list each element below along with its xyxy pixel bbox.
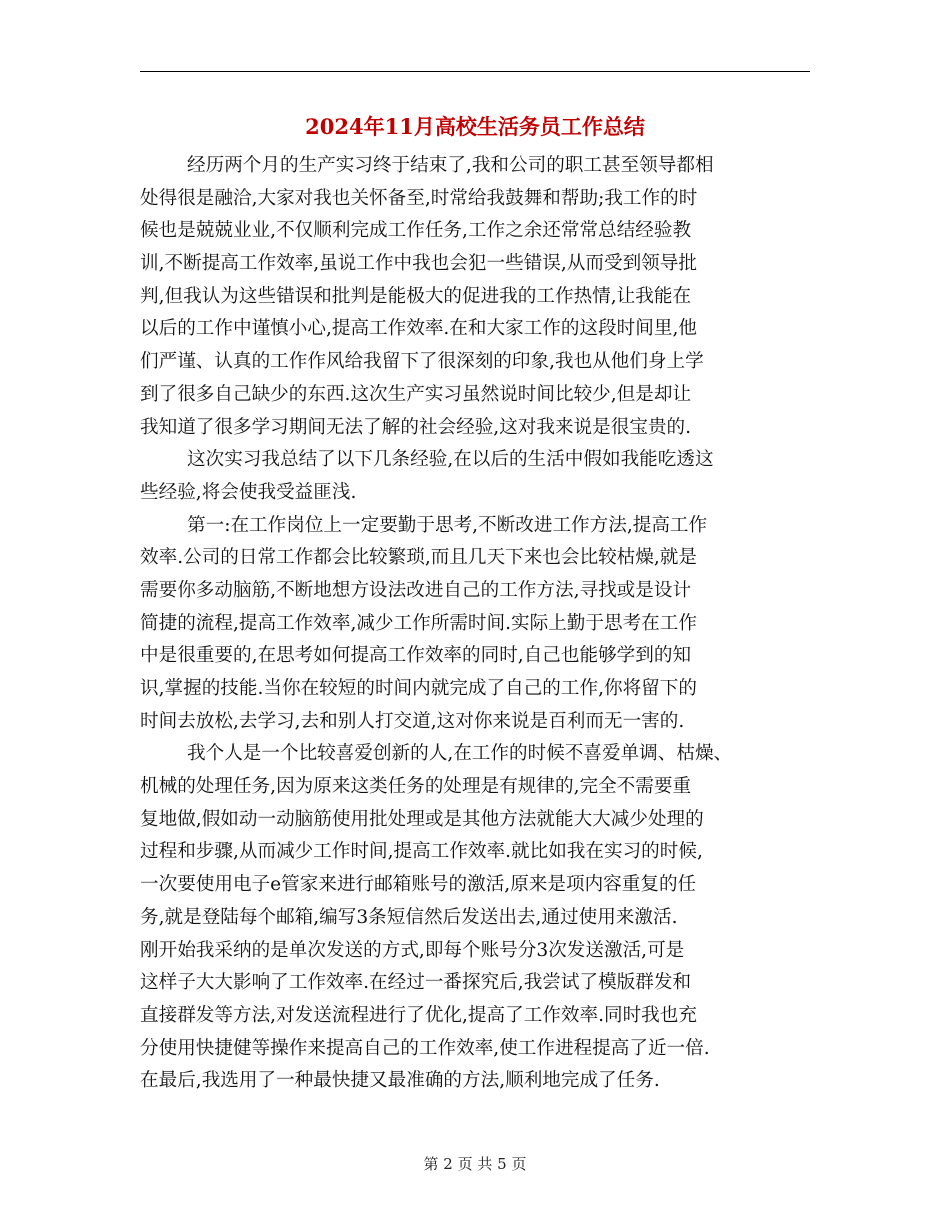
paragraph-line: 这样子大大影响了工作效率.在经过一番探究后,我尝试了模版群发和 xyxy=(140,972,692,994)
paragraph-line: 经历两个月的生产实习终于结束了,我和公司的职工甚至领导都相 xyxy=(187,155,714,176)
paragraph-line: 处得很是融洽,大家对我也关怀备至,时常给我鼓舞和帮助;我工作的时 xyxy=(140,187,698,209)
paragraph-line: 这次实习我总结了以下几条经验,在以后的生活中假如我能吃透这 xyxy=(187,449,714,471)
paragraph-line: 我知道了很多学习期间无法了解的社会经验,这对我来说是很宝贵的. xyxy=(140,416,692,438)
paragraph-line: 一次要使用电子e管家来进行邮箱账号的激活,原来是项内容重复的任 xyxy=(140,874,697,896)
paragraph-line: 简捷的流程,提高工作效率,减少工作所需时间.实际上勤于思考在工作 xyxy=(140,612,697,634)
paragraph-line: 在最后,我选用了一种最快捷又最准确的方法,顺利地完成了任务. xyxy=(140,1070,660,1092)
paragraph-line: 务,就是登陆每个邮箱,编写3条短信然后发送出去,通过使用来激活. xyxy=(140,906,678,928)
paragraph-line: 刚开始我采纳的是单次发送的方式,即每个账号分3次发送激活,可是 xyxy=(140,939,685,961)
paragraph-line: 以后的工作中谨慎小心,提高工作效率.在和大家工作的这段时间里,他 xyxy=(140,318,697,340)
paragraph-line: 第一:在工作岗位上一定要勤于思考,不断改进工作方法,提高工作 xyxy=(187,514,708,536)
paragraph-line: 机械的处理任务,因为原来这类任务的处理是有规律的,完全不需要重 xyxy=(140,776,692,798)
header-rule xyxy=(140,71,810,72)
paragraph-line: 些经验,将会使我受益匪浅. xyxy=(140,481,357,503)
paragraph-line: 到了很多自己缺少的东西.这次生产实习虽然说时间比较少,但是却让 xyxy=(140,383,692,405)
document-title: 2024年11月高校生活务员工作总结 xyxy=(305,114,645,139)
paragraph-line: 中是很重要的,在思考如何提高工作效率的同时,自己也能够学到的知 xyxy=(140,645,692,667)
paragraph-line: 判,但我认为这些错误和批判是能极大的促进我的工作热情,让我能在 xyxy=(140,285,692,307)
paragraph-line: 分使用快捷健等操作来提高自己的工作效率,使工作进程提高了近一倍. xyxy=(140,1037,710,1059)
paragraph-line: 过程和步骤,从而减少工作时间,提高工作效率.就比如我在实习的时候, xyxy=(140,841,703,863)
paragraph-line: 复地做,假如动一动脑筋使用批处理或是其他方法就能大大减少处理的 xyxy=(140,808,704,830)
page-number-footer: 第 2 页 共 5 页 xyxy=(423,1155,527,1173)
paragraph-line: 识,掌握的技能.当你在较短的时间内就完成了自己的工作,你将留下的 xyxy=(140,678,697,699)
paragraph-line: 需要你多动脑筋,不断地想方设法改进自己的工作方法,寻找或是设计 xyxy=(140,579,692,601)
paragraph-line: 时间去放松,去学习,去和别人打交道,这对你来说是百利而无一害的. xyxy=(140,710,685,732)
paragraph-line: 效率.公司的日常工作都会比较繁琐,而且几天下来也会比较枯燥,就是 xyxy=(140,547,697,569)
paragraph-line: 我个人是一个比较喜爱创新的人,在工作的时候不喜爱单调、枯燥、 xyxy=(187,743,733,765)
paragraph-line: 训,不断提高工作效率,虽说工作中我也会犯一些错误,从而受到领导批 xyxy=(140,253,697,275)
paragraph-line: 们严谨、认真的工作作风给我留下了很深刻的印象,我也从他们身上学 xyxy=(140,351,704,373)
paragraph-line: 候也是兢兢业业,不仅顺利完成工作任务,工作之余还常常总结经验教 xyxy=(140,220,692,242)
paragraph-line: 直接群发等方法,对发送流程进行了优化,提高了工作效率.同时我也充 xyxy=(140,1004,697,1026)
document-body xyxy=(140,150,810,1098)
